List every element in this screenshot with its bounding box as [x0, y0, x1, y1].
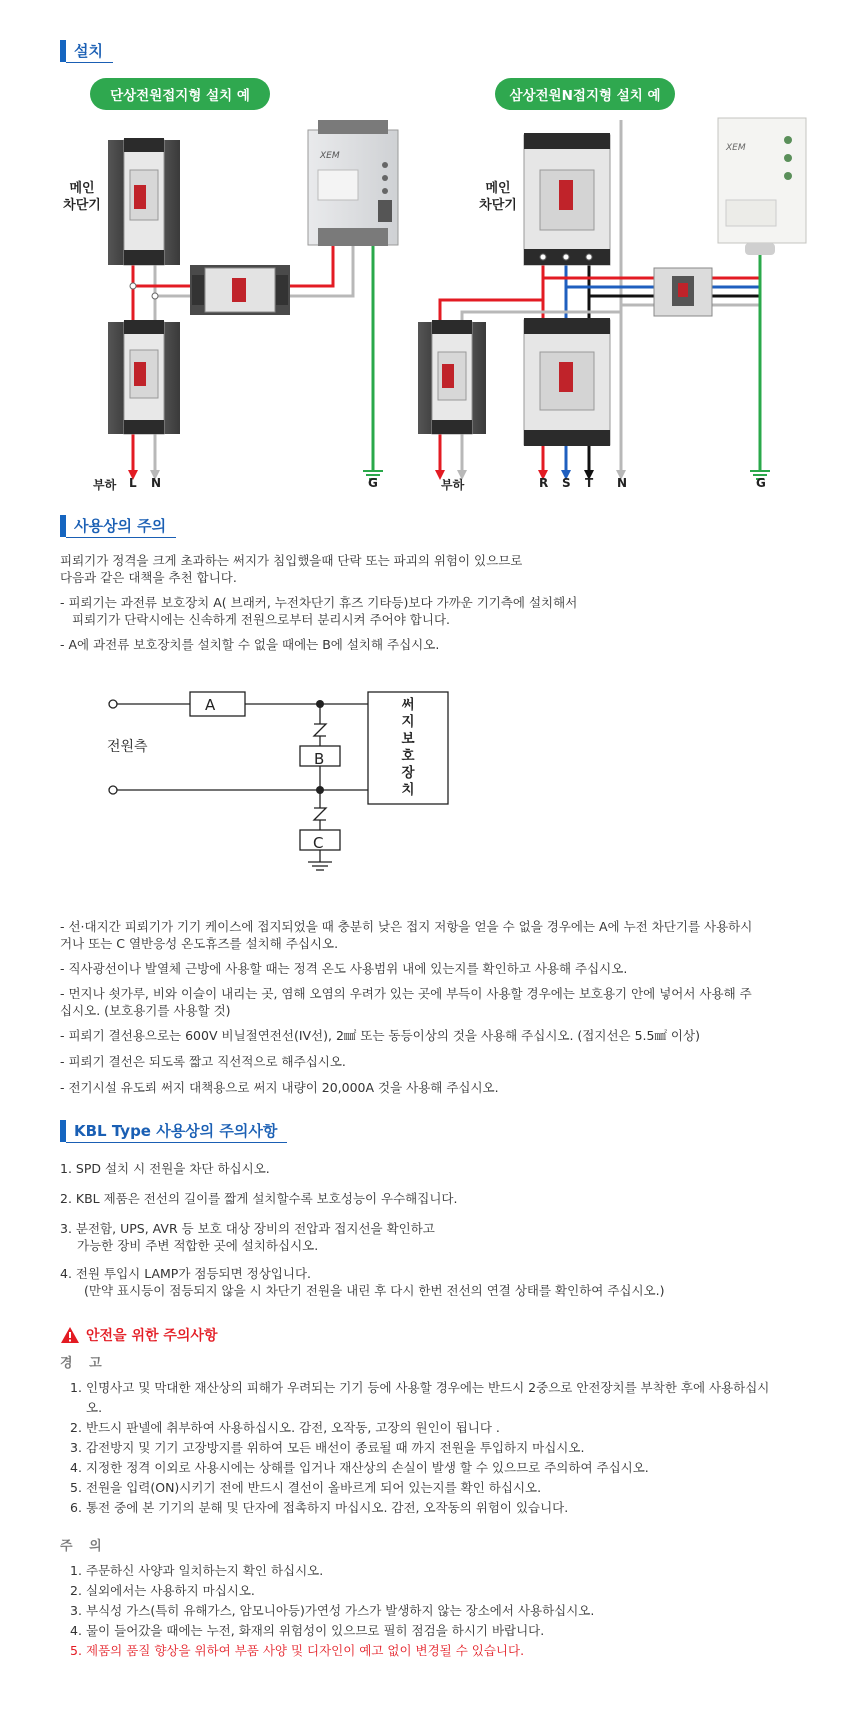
item-number: 1. [70, 1563, 82, 1578]
item-text: 물이 들어갔을 때에는 누전, 화재의 위험성이 있으므로 필히 점검을 하시기 바랍니다. [86, 1623, 545, 1638]
three-s-label: S [562, 476, 571, 490]
surge-char: 호 [401, 748, 415, 764]
three-spd-device [718, 118, 806, 255]
warning-item [70, 1458, 830, 1478]
diagram-label-c: C [313, 834, 324, 852]
three-main-breaker-label [474, 180, 522, 214]
caution-intro [60, 552, 820, 586]
single-load-breaker [108, 320, 180, 434]
item-text: 인명사고 및 막대한 재산상의 피해가 우려되는 기기 등에 사용할 경우에는 반드시 2중으로 안전장치를 부착한 후에 사용하십시 [86, 1380, 770, 1395]
item-text: 실외에서는 사용하지 마십시오. [86, 1583, 255, 1598]
item-text: 통전 중에 본 기기의 분해 및 단자에 접촉하지 마십시오. 감전, 오작동의 위험이 있습니다. [86, 1500, 569, 1515]
caution-section-header [60, 515, 176, 537]
three-n-label: N [617, 476, 628, 490]
surge-char: 장 [401, 765, 415, 781]
diagram-power-side-label: 전원측 [107, 739, 148, 755]
three-r-label: R [539, 476, 549, 490]
surge-char: 써 [401, 697, 415, 713]
safety-title: 안전을 위한 주의사항 [86, 1328, 218, 1344]
three-aux-breaker [654, 268, 712, 316]
svg-text:XEM: XEM [726, 143, 746, 153]
item-number: 4. [70, 1460, 82, 1475]
three-small-breaker [418, 320, 486, 434]
item-number: 4. [70, 1623, 82, 1638]
main-label-line-1: 메인 [485, 181, 511, 196]
install-section-header [60, 40, 113, 62]
caution-item [70, 1561, 830, 1581]
three-g-label: G [756, 476, 766, 490]
caution-note-2: - 직사광선이나 발열체 근방에 사용할 때는 정격 온도 사용범위 내에 있는지를 확인하고 사용해 주십시오. [60, 961, 628, 976]
item-text: 주문하신 사양과 일치하는지 확인 하십시오. [86, 1563, 324, 1578]
warning-item [70, 1438, 830, 1458]
item-number: 5. [70, 1643, 82, 1658]
surge-char: 지 [401, 714, 415, 730]
item-text: 부식성 가스(특히 유해가스, 암모니아등)가연성 가스가 발생하지 않는 장소에서 사용하십시오. [86, 1603, 595, 1618]
surge-char: 치 [401, 782, 415, 798]
three-phase-pill: 삼상전원N접지형 설치 예 [495, 78, 675, 110]
kbl-section-header [60, 1120, 287, 1142]
install-title: 설치 [66, 40, 113, 63]
caution-title: 사용상의 주의 [66, 515, 176, 538]
svg-text:XEM: XEM [320, 151, 340, 161]
item-text: 제품의 품질 향상을 위하여 부품 사양 및 디자인이 예고 없이 변경될 수 있습니다. [86, 1643, 525, 1658]
main-label-line-2: 차단기 [63, 198, 101, 213]
caution-bullet-1 [60, 594, 820, 628]
warning-item [70, 1478, 830, 1498]
caution-note-6: - 전기시설 유도뢰 써지 대책용으로 써지 내량이 20,000A 것을 사용해 주십시오. [60, 1080, 499, 1095]
intro-line-1: 피뢰기가 정격을 크게 초과하는 써지가 침입했을때 단락 또는 파괴의 위험이 있으므로 [60, 553, 523, 568]
kbl-item-2: 2. KBL 제품은 전선의 길이를 짧게 설치할수록 보호성능이 우수해집니다. [60, 1191, 458, 1206]
item-text-cont: 오. [86, 1400, 103, 1415]
item-number: 6. [70, 1500, 82, 1515]
caution-note-5: - 피뢰기 결선은 되도록 짧고 직선적으로 해주십시오. [60, 1054, 346, 1069]
caution-item-highlight [70, 1641, 830, 1661]
surge-device-label [368, 697, 448, 799]
single-main-breaker [108, 138, 180, 265]
diagram-label-b: B [314, 750, 325, 768]
three-load-label: 부하 [441, 478, 465, 492]
item-number: 1. [70, 1380, 82, 1395]
caution-item [70, 1621, 830, 1641]
main-label-line-2: 차단기 [479, 198, 517, 213]
three-main-breaker [524, 133, 610, 265]
single-phase-pill: 단상전원접지형 설치 예 [90, 78, 270, 110]
item-text: 반드시 판넬에 취부하여 사용하십시오. 감전, 오작동, 고장의 원인이 됩니다 . [86, 1420, 500, 1435]
kbl-item-3-line-1: 3. 분전함, UPS, AVR 등 보호 대상 장비의 전압과 접지선을 확인하고 [60, 1221, 435, 1236]
caution-list [70, 1561, 830, 1661]
bullet-1-line-1: - 피뢰기는 과전류 보호장치 A( 브래커, 누전차단기 휴즈 기타등)보다 가까운 기기측에 설치해서 [60, 595, 578, 610]
kbl-title: KBL Type 사용상의 주의사항 [66, 1120, 287, 1143]
single-n-label: N [151, 476, 162, 490]
surge-char: 보 [401, 731, 415, 747]
caution-note-4: - 피뢰기 결선용으로는 600V 비닐절연전선(IV선), 2㎟ 또는 동등이상의 것을 사용해 주십시오. (접지선은 5.5㎟ 이상) [60, 1028, 700, 1043]
caution-item [70, 1581, 830, 1601]
caution-item [70, 1601, 830, 1621]
installation-diagram [0, 110, 860, 490]
kbl-item-4 [60, 1265, 820, 1299]
warning-item [70, 1378, 830, 1418]
caution-note-1 [60, 918, 820, 952]
caution-bullet-2: - A에 과전류 보호장치를 설치할 수 없을 때에는 B에 설치해 주십시오. [60, 637, 440, 652]
note-1-line-2: 거나 또는 C 열반응성 온도휴즈를 설치해 주십시오. [60, 936, 339, 951]
caution-note-3 [60, 985, 820, 1019]
kbl-item-1: 1. SPD 설치 시 전원을 차단 하십시오. [60, 1161, 270, 1176]
item-text: 지정한 정격 이외로 사용시에는 상해를 입거나 재산상의 손실이 발생 할 수 있으므로 주의하여 주십시오. [86, 1460, 649, 1475]
intro-line-2: 다음과 같은 대책을 추천 합니다. [60, 570, 237, 585]
kbl-item-3-line-2: 가능한 장비 주변 적합한 곳에 설치하십시오. [77, 1238, 319, 1253]
warning-item [70, 1498, 830, 1518]
item-number: 3. [70, 1603, 82, 1618]
three-t-label: T [585, 476, 594, 490]
note-1-line-1: - 선·대지간 피뢰기가 기기 케이스에 접지되었을 때 충분히 낮은 접지 저항을 얻을 수 없을 경우에는 A에 누전 차단기를 사용하시 [60, 919, 753, 934]
single-spd-device [308, 120, 398, 246]
item-number: 3. [70, 1440, 82, 1455]
caution-label: 주 의 [60, 1539, 108, 1554]
note-3-line-1: - 먼지나 쇳가루, 비와 이슬이 내리는 곳, 염해 오염의 우려가 있는 곳에 부득이 사용할 경우에는 보호용기 안에 넣어서 사용해 주 [60, 986, 752, 1001]
single-g-label: G [368, 476, 378, 490]
single-load-label: 부하 [93, 478, 117, 492]
diagram-label-a: A [205, 696, 216, 714]
item-text: 감전방지 및 기기 고장방지를 위하여 모든 배선이 종료될 때 까지 전원을 투입하지 마십시오. [86, 1440, 585, 1455]
warning-label: 경 고 [60, 1356, 108, 1371]
warning-triangle-icon [60, 1326, 80, 1344]
note-3-line-2: 십시오. (보호용기를 사용할 것) [60, 1003, 231, 1018]
kbl-item-3 [60, 1220, 820, 1254]
item-number: 2. [70, 1420, 82, 1435]
single-main-breaker-label [60, 180, 104, 214]
item-number: 5. [70, 1480, 82, 1495]
kbl-item-4-line-2: (만약 표시등이 점등되지 않을 시 차단기 전원을 내린 후 다시 한번 전선의 연결 상태를 확인하여 주십시오.) [84, 1283, 665, 1298]
single-aux-breaker [190, 265, 290, 315]
bullet-1-line-2: 피뢰기가 단락시에는 신속하게 전원으로부터 분리시켜 주어야 합니다. [72, 612, 450, 627]
item-number: 2. [70, 1583, 82, 1598]
safety-header [60, 1325, 217, 1345]
kbl-item-4-line-1: 4. 전원 투입시 LAMP가 점등되면 정상입니다. [60, 1266, 312, 1281]
warning-list [70, 1378, 830, 1518]
warning-item [70, 1418, 830, 1438]
three-load-breaker [524, 318, 610, 446]
main-label-line-1: 메인 [69, 181, 95, 196]
single-l-label: L [129, 476, 137, 490]
item-text: 전원을 입력(ON)시키기 전에 반드시 결선이 올바르게 되어 있는지를 확인 하십시오. [86, 1480, 542, 1495]
